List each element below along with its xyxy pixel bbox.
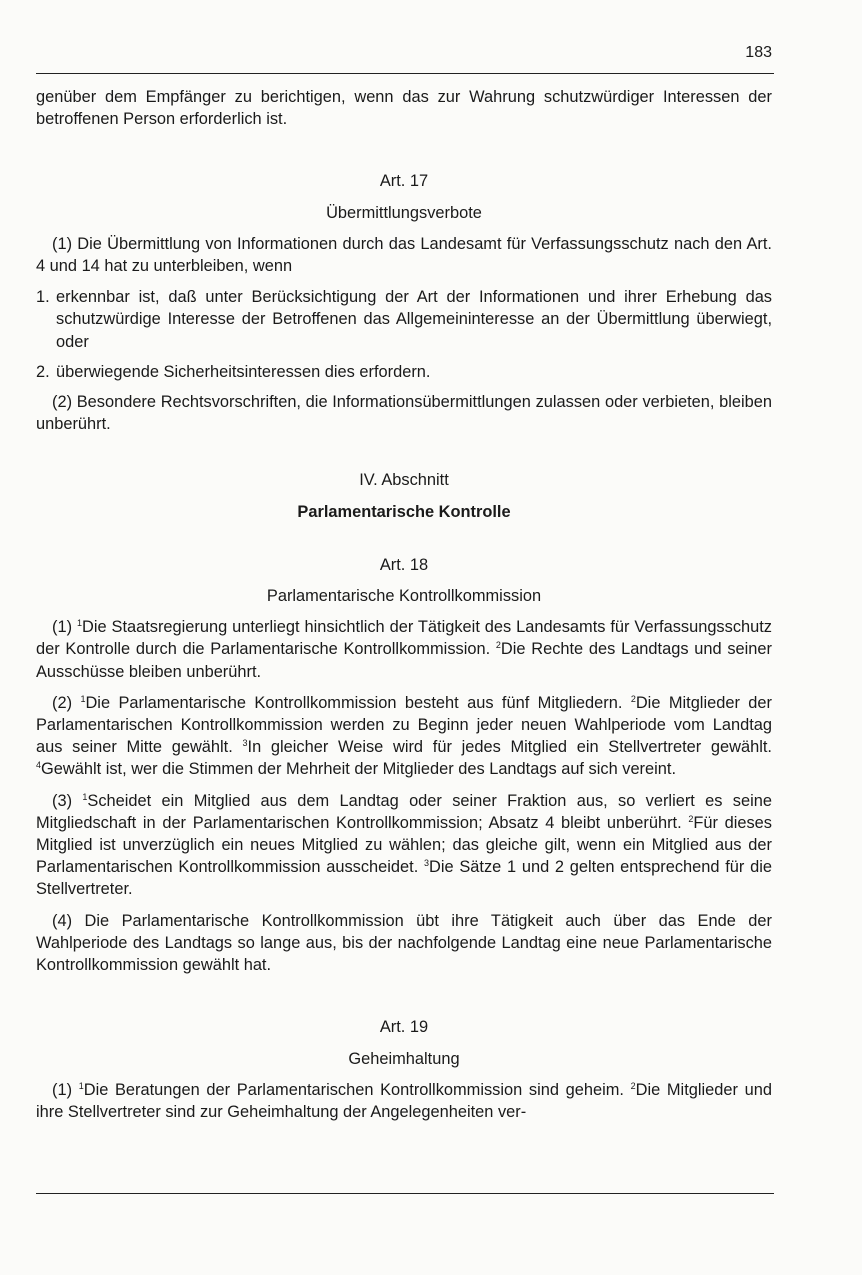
art18-heading: Art. 18 <box>379 555 429 574</box>
list-item-text: erkennbar ist, daß unter Berücksichtigung der Art der Informationen und ihrer Erhebung das schutzwürdige Interesse der Betroffenen das Allgemeininteresse an der Übermittlung überwiegt, oder <box>56 288 772 351</box>
list-item <box>36 286 772 353</box>
art17-paragraph-1: (1) Die Übermittlung von Informationen durch das Landesamt für Verfassungsschutz nach den Art. 4 und 14 hat zu unterbleiben, wenn <box>36 234 772 276</box>
header-rule <box>36 73 774 74</box>
page-content <box>36 86 772 1123</box>
list-item-number: 2. <box>36 362 50 381</box>
page-number: 183 <box>745 44 772 61</box>
art17-heading: Art. 17 <box>379 172 429 191</box>
intro-paragraph: genüber dem Empfänger zu berichtigen, wenn das zur Wahrung schutzwürdiger Interessen der betroffenen Person erforderlich ist. <box>36 88 772 129</box>
section-label: IV. Abschnitt <box>359 471 449 490</box>
art18-paragraph-2: (2) $^1$Die Parlamentarische Kontrollkommission besteht aus fünf Mitgliedern. $^2$Die Mitglieder der Parlamentarischen Kontrollkommission werden zu Beginn jeder neuen Wahlperiode vom Landtag aus seiner Mitte gewählt. $^3$In gleicher Weise wird für jedes Mitglied ein Stellvertreter gewählt. $^4$Gewählt ist, wer die Stimmen der Mehrheit der Mitglieder des Landtags auf sich vereint. <box>36 693 772 779</box>
art18-paragraph-1: (1) $^1$Die Staatsregierung unterliegt hinsichtlich der Tätigkeit des Landesamts für Verfassungsschutz der Kontrolle durch die Parlamentarische Kontrollkommission. $^2$Die Rechte des Landtags und seiner Ausschüsse bleiben unberührt. <box>36 618 772 681</box>
section-title: Parlamentarische Kontrolle <box>297 502 511 521</box>
art17-title: Übermittlungsverbote <box>326 203 482 222</box>
art17-paragraph-2: (2) Besondere Rechtsvorschriften, die Informationsübermittlungen zulassen oder verbieten, bleiben unberührt. <box>36 393 772 434</box>
art18-paragraph-3: (3) $^1$Scheidet ein Mitglied aus dem Landtag oder seiner Fraktion aus, so verliert es seine Mitgliedschaft in der Parlamentarischen Kontrollkommission; Absatz 4 bleibt unberührt. $^2$Für dieses Mitglied ist unverzüglich ein neues Mitglied zu wählen; das gleiche gilt, wenn ein Mitglied aus der Parlamentarischen Kontrollkommission ausscheidet. $^3$Die Sätze 1 und 2 gelten entsprechend für die Stellvertreter. <box>36 791 772 899</box>
list-item-number: 1. <box>36 288 50 307</box>
art19-title: Geheimhaltung <box>348 1049 460 1068</box>
art19-heading: Art. 19 <box>379 1018 429 1037</box>
list-item <box>36 361 772 383</box>
art18-paragraph-4: (4) Die Parlamentarische Kontrollkommission übt ihre Tätigkeit auch über das Ende der Wahlperiode des Landtags so lange aus, bis der nachfolgende Landtag eine neue Parlamentarische Kontrollkommission gewählt hat. <box>36 911 772 975</box>
art18-title: Parlamentarische Kontrollkommission <box>266 587 542 606</box>
footer-rule <box>36 1193 774 1194</box>
art17-list <box>36 286 772 383</box>
list-item-text: überwiegende Sicherheitsinteressen dies erfordern. <box>56 362 431 381</box>
art19-paragraph-1: (1) $^1$Die Beratungen der Parlamentarischen Kontrollkommission sind geheim. $^2$Die Mitglieder und ihre Stellvertreter sind zur Geheimhaltung der Angelegenheiten ver- <box>36 1080 772 1121</box>
